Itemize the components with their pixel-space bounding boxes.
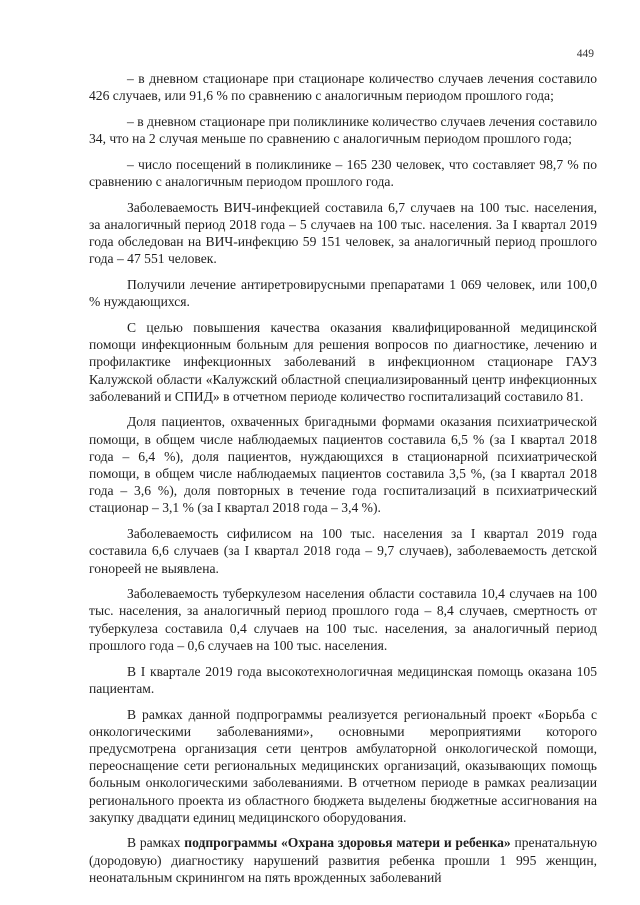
paragraph: С целью повышения качества оказания квалифицированной медицинской помощи инфекционным больным для решения вопросов по диагностике, лечению и профилактике инфекционных заболеваний в инфекционном стационаре ГАУЗ Калужской области «Калужский областной специализированный центр инфекционных заболеваний и СПИД» в отчетном периоде количество госпитализаций составило 81. xyxy=(89,319,597,404)
page-number: 449 xyxy=(576,48,594,60)
paragraph: Заболеваемость сифилисом на 100 тыс. населения за I квартал 2019 года составила 6,6 случаев (за I квартал 2018 года – 9,7 случаев), заболеваемость детской гонореей не выявлена. xyxy=(89,526,597,576)
paragraph: В I квартале 2019 года высокотехнологичная медицинская помощь оказана 105 пациентам. xyxy=(89,663,597,696)
paragraph: В рамках данной подпрограммы реализуется региональный проект «Борьба с онкологическими заболеваниями», основными мероприятиями которого предусмотрена организация сети центров амбулаторной онкологической помощи, переоснащение сети региональных медицинских организаций, оказывающих помощь больным онкологическими заболеваниями. В отчетном периоде в рамках реализации регионального проекта из областного бюджета выделены бюджетные ассигнования на закупку двадцати единиц медицинского оборудования. xyxy=(89,706,597,825)
document-body xyxy=(89,70,597,886)
paragraph: Заболеваемость ВИЧ-инфекцией составила 6,7 случаев на 100 тыс. населения, за аналогичный период 2018 года – 5 случаев на 100 тыс. населения. За I квартал 2019 года обследован на ВИЧ-инфекцию 59 151 человек, за аналогичный период прошлого года – 47 551 человек. xyxy=(89,199,597,267)
paragraph: – в дневном стационаре при стационаре количество случаев лечения составило 426 случаев, или 91,6 % по сравнению с аналогичным периодом прошлого года; xyxy=(89,71,597,104)
paragraph-prefix: В рамках xyxy=(127,835,185,851)
paragraph: Получили лечение антиретровирусными препаратами 1 069 человек, или 100,0 % нуждающихся. xyxy=(89,277,597,310)
paragraph: Доля пациентов, охваченных бригадными формами оказания психиатрической помощи, в общем числе наблюдаемых пациентов составила 6,5 % (за I квартал 2018 года – 6,4 %), доля пациентов, нуждающихся в стационарной психиатрической помощи, в общем числе наблюдаемых пациентов составила 3,5 %, (за I квартал 2018 года – 3,6 %), доля повторных в течение года госпитализаций в психиатрический стационар – 3,1 % (за I квартал 2018 года – 3,4 %). xyxy=(89,414,597,516)
paragraph-last xyxy=(89,834,597,886)
subprogram-title: подпрограммы «Охрана здоровья матери и ребенка» xyxy=(184,835,511,851)
paragraph: Заболеваемость туберкулезом населения области составила 10,4 случаев на 100 тыс. населения, за аналогичный период прошлого года – 8,4 случаев, смертность от туберкулеза составила 0,4 случаев на 100 тыс. населения, за аналогичный период прошлого года – 0,6 случаев на 100 тыс. населения. xyxy=(89,586,597,653)
paragraph-suffix: пренатальную (дородовую) диагностику нарушений развития ребенка прошли 1 995 женщин, неонатальным скринингом на пять врожденных заболеваний xyxy=(89,835,598,885)
paragraph: – число посещений в поликлинике – 165 230 человек, что составляет 98,7 % по сравнению с аналогичным периодом прошлого года. xyxy=(89,156,597,190)
paragraph: – в дневном стационаре при поликлинике количество случаев лечения составило 34, что на 2 случая меньше по сравнению с аналогичным периодом прошлого года; xyxy=(89,113,597,147)
